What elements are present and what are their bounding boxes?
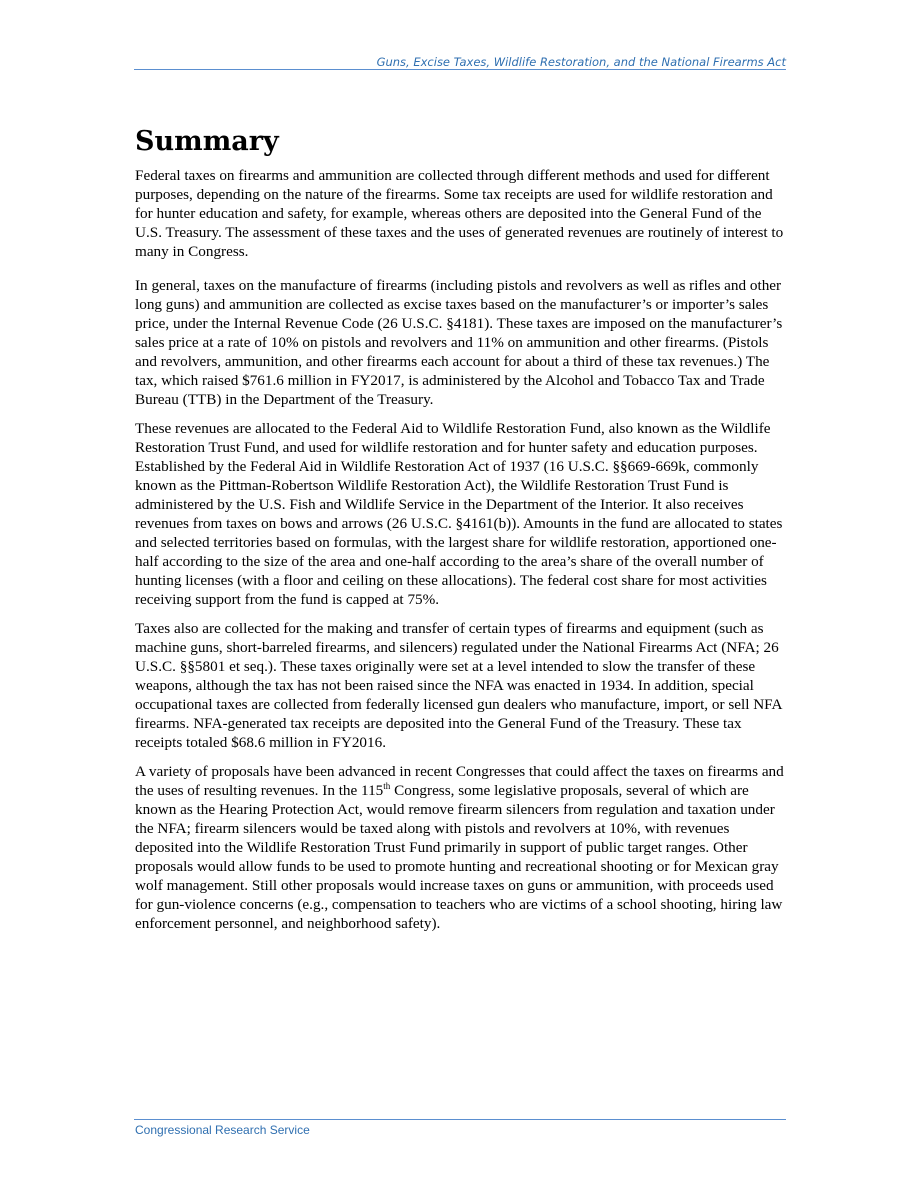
summary-paragraph-4: Taxes also are collected for the making and transfer of certain types of firearms and equipment (such as machine guns, short-barreled firearms, and silencers) regulated under the National Firearms Act (NFA; 26 U.S.C. §§5801 et seq.). These taxes originally were set at a level intended to slow the transfer of these weapons, although the tax has not been raised since the NFA was enacted in 1934. In addition, special occupational taxes are collected from federally licensed gun dealers who manufacture, import, or sell NFA firearms. NFA-generated tax receipts are deposited into the General Fund of the Treasury. These tax receipts totaled $68.6 million in FY2016.: [135, 620, 782, 751]
summary-paragraph-3: These revenues are allocated to the Federal Aid to Wildlife Restoration Fund, also known as the Wildlife Restoration Trust Fund, and used for wildlife restoration and for hunter safety and education purposes. Established by the Federal Aid in Wildlife Restoration Act of 1937 (16 U.S.C. §§669-669k, commonly known as the Pittman-Robertson Wildlife Restoration Act), the Wildlife Restoration Trust Fund is administered by the U.S. Fish and Wildlife Service in the Department of the Interior. It also receives revenues from taxes on bows and arrows (26 U.S.C. §4161(b)). Amounts in the fund are allocated to states and selected territories based on formulas, with the largest share for wildlife restoration, apportioned one-half according to the size of the area and one-half according to the area’s share of the overall number of hunting licenses (with a floor and ceiling on these allocations). The federal cost share for most activities receiving support from the fund is capped at 75%.: [135, 420, 783, 608]
running-header-title: Guns, Excise Taxes, Wildlife Restoration, and the National Firearms Act: [376, 55, 786, 69]
summary-paragraph-5: [135, 762, 787, 933]
summary-paragraph-2: In general, taxes on the manufacture of firearms (including pistols and revolvers as well as rifles and other long guns) and ammunition are collected as excise taxes based on the manufacturer’s or importer’s sales price, under the Internal Revenue Code (26 U.S.C. §4181). These taxes are imposed on the manufacturer’s sales price at a rate of 10% on pistols and revolvers and 11% on ammunition and other firearms. (Pistols and revolvers, ammunition, and other firearms each account for about a third of these tax revenues.) The tax, which raised $761.6 million in FY2017, is administered by the Alcohol and Tobacco Tax and Trade Bureau (TTB) in the Department of the Treasury.: [135, 277, 783, 408]
summary-paragraph-1: Federal taxes on firearms and ammunition are collected through different methods and used for different purposes, depending on the nature of the firearms. Some tax receipts are used for wildlife restoration and for hunter education and safety, for example, whereas others are deposited into the General Fund of the U.S. Treasury. The assessment of these taxes and the uses of generated revenues are routinely of interest to many in Congress.: [135, 167, 784, 260]
section-heading: Summary: [135, 126, 279, 157]
paragraph-5-text-end: Congress, some legislative proposals, several of which are known as the Hearing Protection Act, would remove firearm silencers from regulation and taxation under the NFA; firearm silencers would be taxed along with pistols and revolvers at 10%, with revenues deposited into the Wildlife Restoration Trust Fund primarily in support of public target ranges. Other proposals would allow funds to be used to promote hunting and recreational shooting or for Mexican gray wolf management. Still other proposals would increase taxes on guns or ammunition, with proceeds used for gun-violence concerns (e.g., compensation to teachers who are victims of a school shooting, hiring law enforcement personnel, and neighborhood safety).: [135, 782, 783, 932]
header-divider: [134, 69, 786, 70]
paragraph-5-text-start: A variety of proposals have been advanced in recent Congresses that could affect the taxes on firearms and the uses of resulting revenues. In the 115: [135, 763, 784, 799]
main-content: [135, 124, 787, 943]
footer-divider: [134, 1119, 786, 1120]
running-footer-organization: Congressional Research Service: [135, 1123, 310, 1137]
ordinal-superscript: th: [383, 780, 391, 791]
